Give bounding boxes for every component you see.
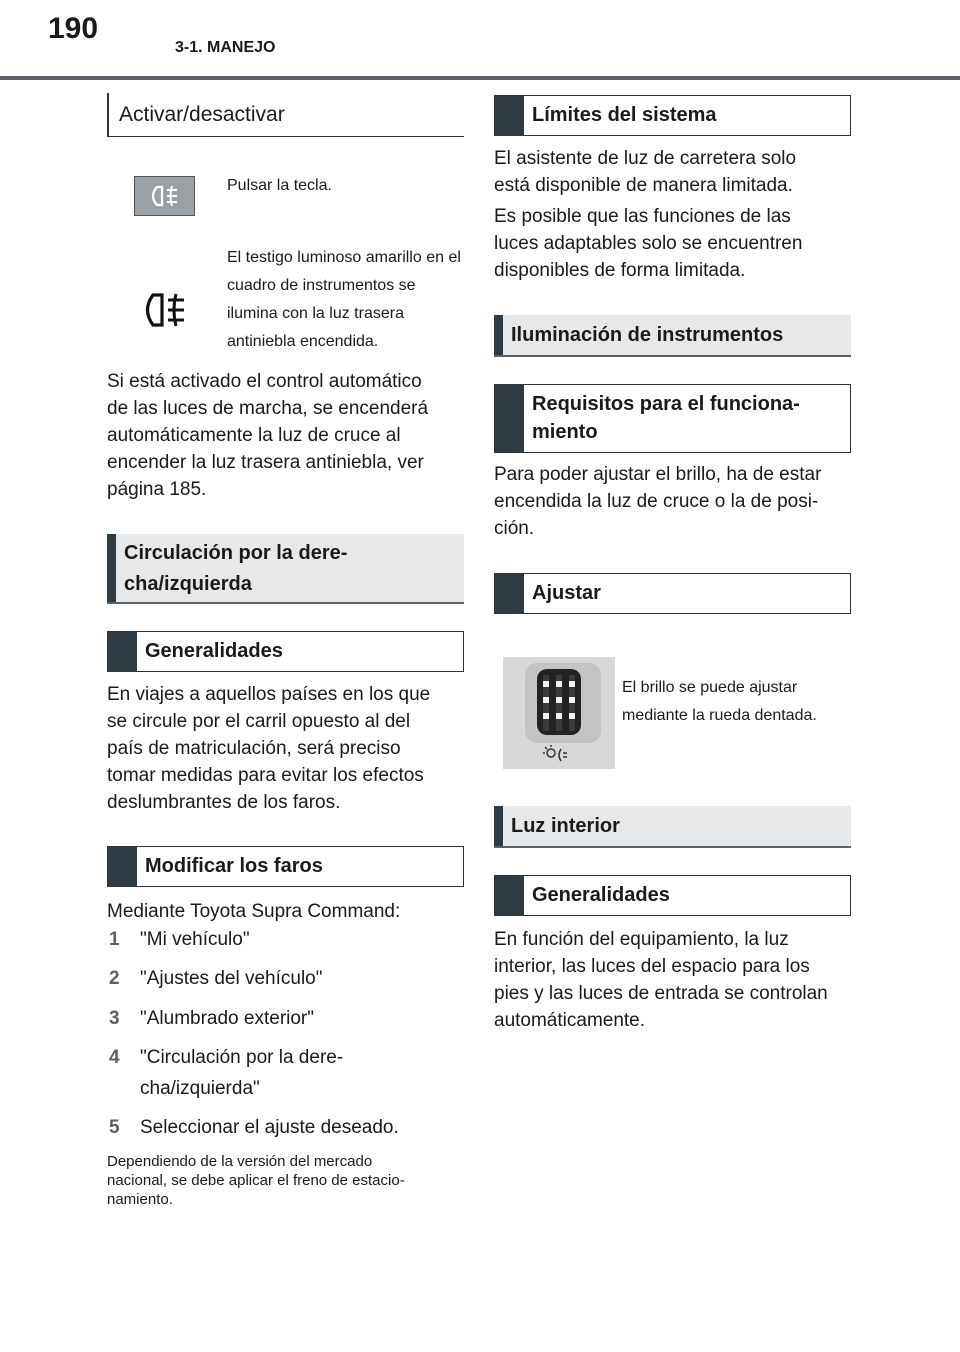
heading-bar [108, 632, 137, 671]
text-line: tomar medidas para evitar los efectos [107, 765, 424, 786]
heading-ajustar [494, 573, 851, 614]
heading-bar [495, 385, 524, 452]
heading-activar-desactivar [107, 93, 464, 137]
step-item [109, 1005, 469, 1032]
fog-light-key-icon [134, 176, 195, 216]
heading-line: Requisitos para el funciona- [532, 393, 800, 415]
heading-bar [494, 315, 503, 355]
note-parking-brake [107, 1152, 467, 1209]
heading-iluminacion-instrumentos [494, 315, 851, 357]
text-line: luces adaptables solo se encuentren [494, 233, 803, 254]
text-line: país de matriculación, será preciso [107, 738, 401, 759]
text-line: En viajes a aquellos países en los que [107, 684, 431, 705]
step-text: "Ajustes del vehículo" [140, 968, 323, 989]
paragraph-luz-interior [494, 926, 854, 1034]
heading-bar [495, 876, 524, 915]
text-line: está disponible de manera limitada. [494, 175, 793, 196]
heading-line: cha/izquierda [124, 573, 252, 595]
text-line: deslumbrantes de los faros. [107, 792, 341, 813]
text-line: interior, las luces del espacio para los [494, 956, 810, 977]
heading-bar [495, 574, 524, 613]
header-rule [0, 76, 960, 80]
heading-text: Ajustar [532, 582, 601, 604]
text-line: nacional, se debe aplicar el freno de estacio- [107, 1172, 405, 1189]
paragraph-requisitos [494, 461, 854, 542]
heading-bar [108, 847, 137, 886]
heading-text: Activar/desactivar [119, 102, 285, 126]
text-line: página 185. [107, 479, 207, 500]
text-line: Dependiendo de la versión del mercado [107, 1153, 373, 1170]
heading-text: Iluminación de instrumentos [511, 324, 784, 346]
text-line: automáticamente la luz de cruce al [107, 425, 401, 446]
step-text: "Mi vehículo" [140, 929, 250, 950]
text-line: Para poder ajustar el brillo, ha de estar [494, 464, 822, 485]
text-line: El asistente de luz de carretera solo [494, 148, 797, 169]
text-line: El brillo se puede ajustar [622, 679, 798, 696]
step-item [109, 1044, 469, 1104]
text-line: automáticamente. [494, 1010, 646, 1031]
step-text-continued: cha/izquierda" [140, 1078, 260, 1099]
text-line: disponibles de forma limitada. [494, 260, 746, 281]
heading-line: Circulación por la dere- [124, 542, 348, 564]
icon-row-text: Pulsar la tecla. [227, 177, 332, 194]
text-line: mediante la rueda dentada. [622, 707, 817, 724]
brightness-wheel-image [503, 657, 615, 769]
heading-text: Generalidades [145, 640, 283, 662]
text-line: encender la luz trasera antiniebla, ver [107, 452, 424, 473]
heading-modificar-faros [107, 846, 464, 887]
step-number: 2 [109, 968, 120, 989]
heading-bar [495, 96, 524, 135]
heading-generalidades-left [107, 631, 464, 672]
text-line: En función del equipamiento, la luz [494, 929, 789, 950]
text-line: Es posible que las funciones de las [494, 206, 791, 227]
ajustar-text [622, 674, 852, 730]
rear-fog-indicator-icon [140, 290, 190, 330]
text-line: se circule por el carril opuesto al del [107, 711, 411, 732]
heading-line: miento [532, 421, 598, 443]
step-item [109, 965, 469, 992]
heading-requisitos [494, 384, 851, 453]
step-text: "Circulación por la dere- [140, 1047, 344, 1068]
text-line: ción. [494, 518, 535, 539]
text-line: de las luces de marcha, se encenderá [107, 398, 429, 419]
step-item [109, 926, 469, 953]
paragraph-auto-lights [107, 368, 467, 503]
text-line: encendida la luz de cruce o la de posi- [494, 491, 819, 512]
step-number: 1 [109, 929, 120, 950]
command-intro: Mediante Toyota Supra Command: [107, 901, 401, 922]
text-line: namiento. [107, 1191, 173, 1208]
step-text: "Alumbrado exterior" [140, 1008, 315, 1029]
heading-bar [107, 534, 116, 602]
heading-limites-sistema [494, 95, 851, 136]
heading-text: Luz interior [511, 815, 620, 837]
text-line: Si está activado el control automático [107, 371, 422, 392]
page-number: 190 [48, 12, 99, 45]
step-number: 4 [109, 1047, 120, 1068]
heading-generalidades-right [494, 875, 851, 916]
paragraph-viajes [107, 681, 467, 816]
heading-circulacion [107, 534, 464, 604]
step-item [109, 1114, 469, 1141]
heading-luz-interior [494, 806, 851, 848]
paragraph-limites-1 [494, 145, 854, 199]
step-number: 5 [109, 1117, 120, 1138]
paragraph-limites-2 [494, 203, 854, 284]
heading-text: Modificar los faros [145, 855, 323, 877]
icon-row-text: El testigo luminoso amarillo en el cuadro de instrumentos se ilumina con la luz trasera antiniebla encendida. [227, 249, 461, 350]
heading-bar [494, 806, 503, 846]
heading-text: Generalidades [532, 884, 670, 906]
chapter-title: 3-1. MANEJO [175, 39, 276, 56]
step-number: 3 [109, 1008, 120, 1029]
heading-text: Límites del sistema [532, 104, 717, 126]
text-line: pies y las luces de entrada se controlan [494, 983, 828, 1004]
step-text: Seleccionar el ajuste deseado. [140, 1117, 399, 1138]
